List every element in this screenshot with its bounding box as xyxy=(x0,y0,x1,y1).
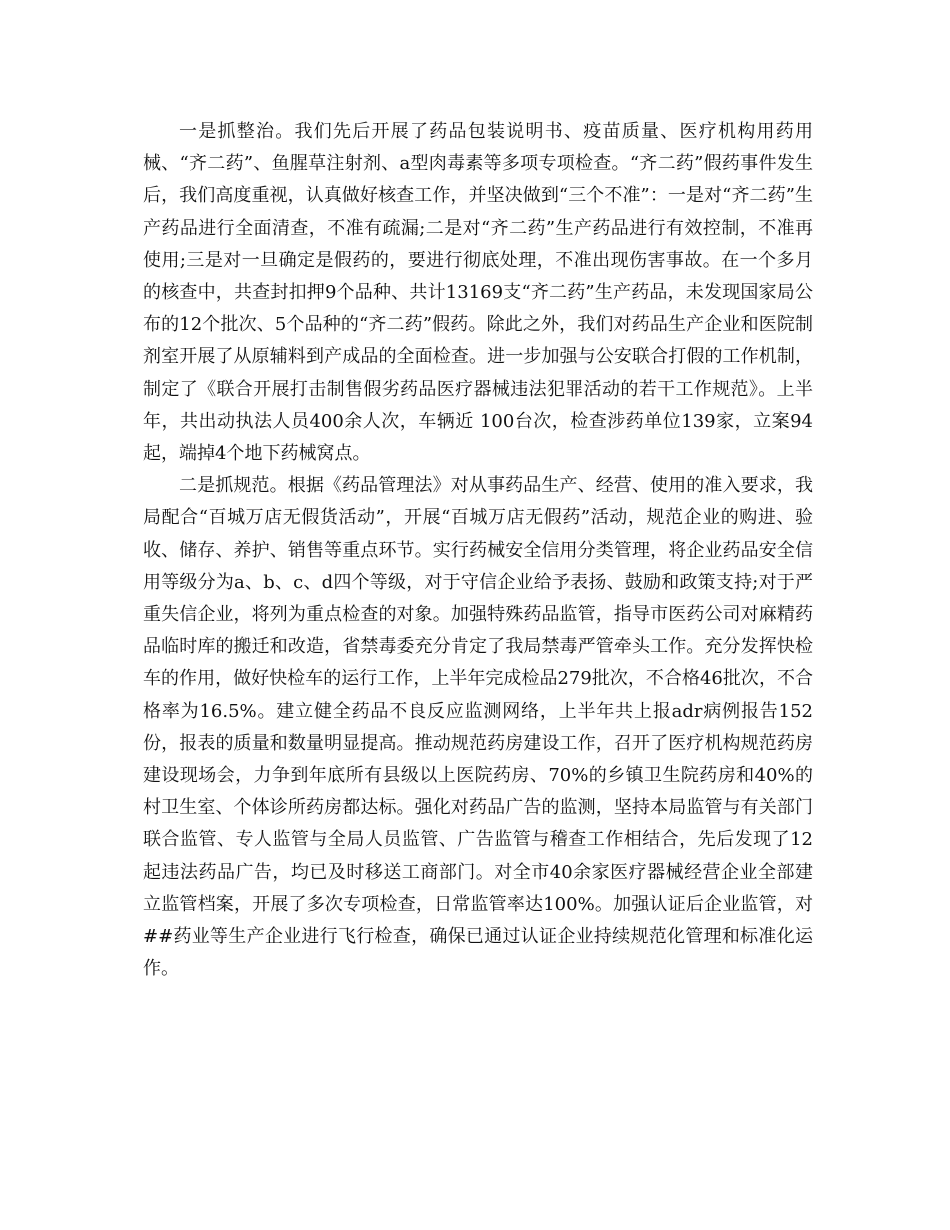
paragraph-standardization: 二是抓规范。根据《药品管理法》对从事药品生产、经营、使用的准入要求，我局配合“百城万店无假货活动”，开展“百城万店无假药”活动，规范企业的购进、验收、储存、养护、销售等重点环节。实行药械安全信用分类管理，将企业药品安全信用等级分为a、b、c、d四个等级，对于守信企业给予表扬、鼓励和政策支持;对于严重失信企业，将列为重点检查的对象。加强特殊药品监管，指导市医药公司对麻精药品临时库的搬迁和改造，省禁毒委充分肯定了我局禁毒严管牵头工作。充分发挥快检车的作用，做好快检车的运行工作，上半年完成检品279批次，不合格46批次，不合格率为16.5%。建立健全药品不良反应监测网络，上半年共上报adr病例报告152份，报表的质量和数量明显提高。推动规范药房建设工作，召开了医疗机构规范药房建设现场会，力争到年底所有县级以上医院药房、70%的乡镇卫生院药房和40%的村卫生室、个体诊所药房都达标。强化对药品广告的监测，坚持本局监管与有关部门联合监管、专人监管与全局人员监管、广告监管与稽查工作相结合，先后发现了12起违法药品广告，均已及时移送工商部门。对全市40余家医疗器械经营企业全部建立监管档案，开展了多次专项检查，日常监管率达100%。加强认证后企业监管，对##药业等生产企业进行飞行检查，确保已通过认证企业持续规范化管理和标准化运作。 xyxy=(143,475,813,980)
document-body xyxy=(143,116,813,985)
paragraph-rectification: 一是抓整治。我们先后开展了药品包装说明书、疫苗质量、医疗机构用药用械、“齐二药”、鱼腥草注射剂、a型肉毒素等多项专项检查。“齐二药”假药事件发生后，我们高度重视，认真做好核查工作，并坚决做到“三个不准”：一是对“齐二药”生产药品进行全面清查，不准有疏漏;二是对“齐二药”生产药品进行有效控制，不准再使用;三是对一旦确定是假药的，要进行彻底处理，不准出现伤害事故。在一个多月的核查中，共查封扣押9个品种、共计13169支“齐二药”生产药品，未发现国家局公布的12个批次、5个品种的“齐二药”假药。除此之外，我们对药品生产企业和医院制剂室开展了从原辅料到产成品的全面检查。进一步加强与公安联合打假的工作机制，制定了《联合开展打击制售假劣药品医疗器械违法犯罪活动的若干工作规范》。上半年，共出动执法人员400余人次，车辆近 100台次，检查涉药单位139家，立案94起，端掉4个地下药械窝点。 xyxy=(143,121,813,465)
